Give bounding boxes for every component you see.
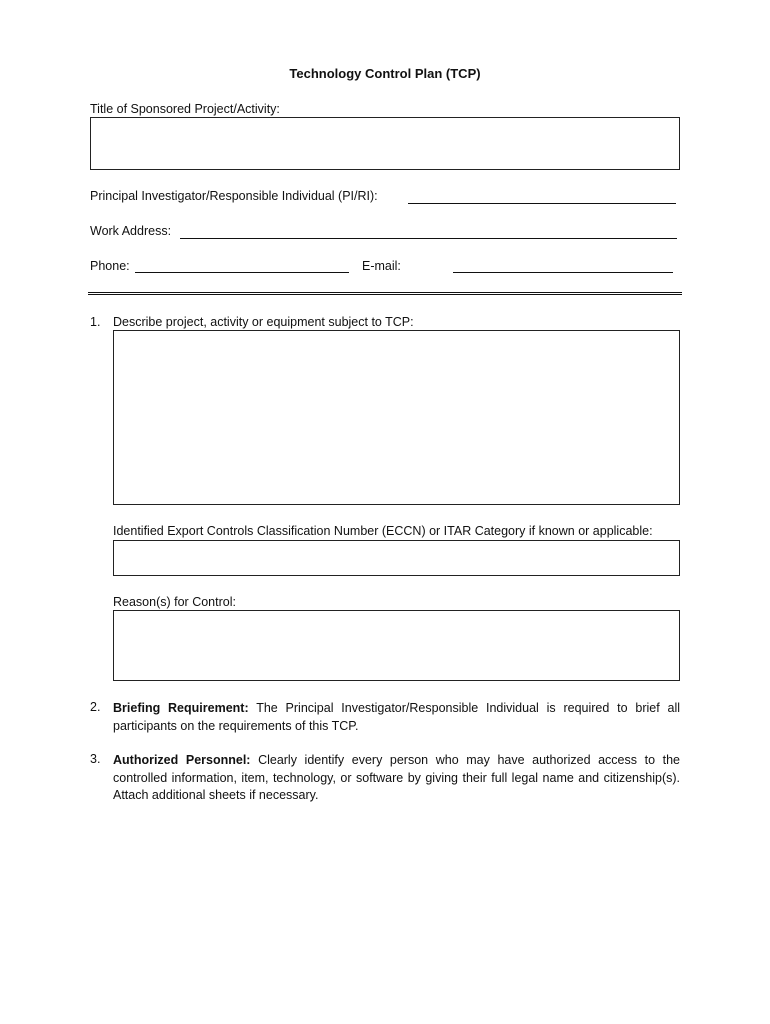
page-title: Technology Control Plan (TCP) xyxy=(289,66,481,81)
section-divider xyxy=(88,292,682,295)
email-label: E-mail: xyxy=(362,259,401,273)
briefing-requirement-paragraph xyxy=(113,700,680,735)
section-1-label: Describe project, activity or equipment subject to TCP: xyxy=(113,315,414,329)
authorized-personnel-text: Clearly identify every person who may have authorized access to the controlled information, item, technology, or software by giving their full legal name and citizenship(s). Attach additional sheets if necessary. xyxy=(113,753,680,802)
section-3-number: 3. xyxy=(90,752,101,766)
section-1-number: 1. xyxy=(90,315,101,329)
briefing-requirement-text: The Principal Investigator/Responsible Individual is required to brief all participants on the requirements of this TCP. xyxy=(113,701,681,733)
work-address-field[interactable] xyxy=(180,238,677,239)
project-title-label: Title of Sponsored Project/Activity: xyxy=(90,102,280,116)
authorized-personnel-paragraph xyxy=(113,752,680,805)
work-address-label: Work Address: xyxy=(90,224,172,238)
eccn-field[interactable] xyxy=(113,540,680,576)
eccn-label: Identified Export Controls Classification Number (ECCN) or ITAR Category if known or applicable: xyxy=(113,524,653,538)
project-title-field[interactable] xyxy=(90,117,680,170)
reasons-label: Reason(s) for Control: xyxy=(113,595,236,609)
pi-field[interactable] xyxy=(408,203,676,204)
phone-field[interactable] xyxy=(135,272,349,273)
pi-label: Principal Investigator/Responsible Individual (PI/RI): xyxy=(90,189,378,203)
email-field[interactable] xyxy=(453,272,673,273)
phone-label: Phone: xyxy=(90,259,130,273)
authorized-personnel-heading: Authorized Personnel: xyxy=(113,753,251,767)
section-2-number: 2. xyxy=(90,700,101,714)
reasons-field[interactable] xyxy=(113,610,680,681)
project-description-field[interactable] xyxy=(113,330,680,505)
briefing-requirement-heading: Briefing Requirement: xyxy=(113,701,249,715)
